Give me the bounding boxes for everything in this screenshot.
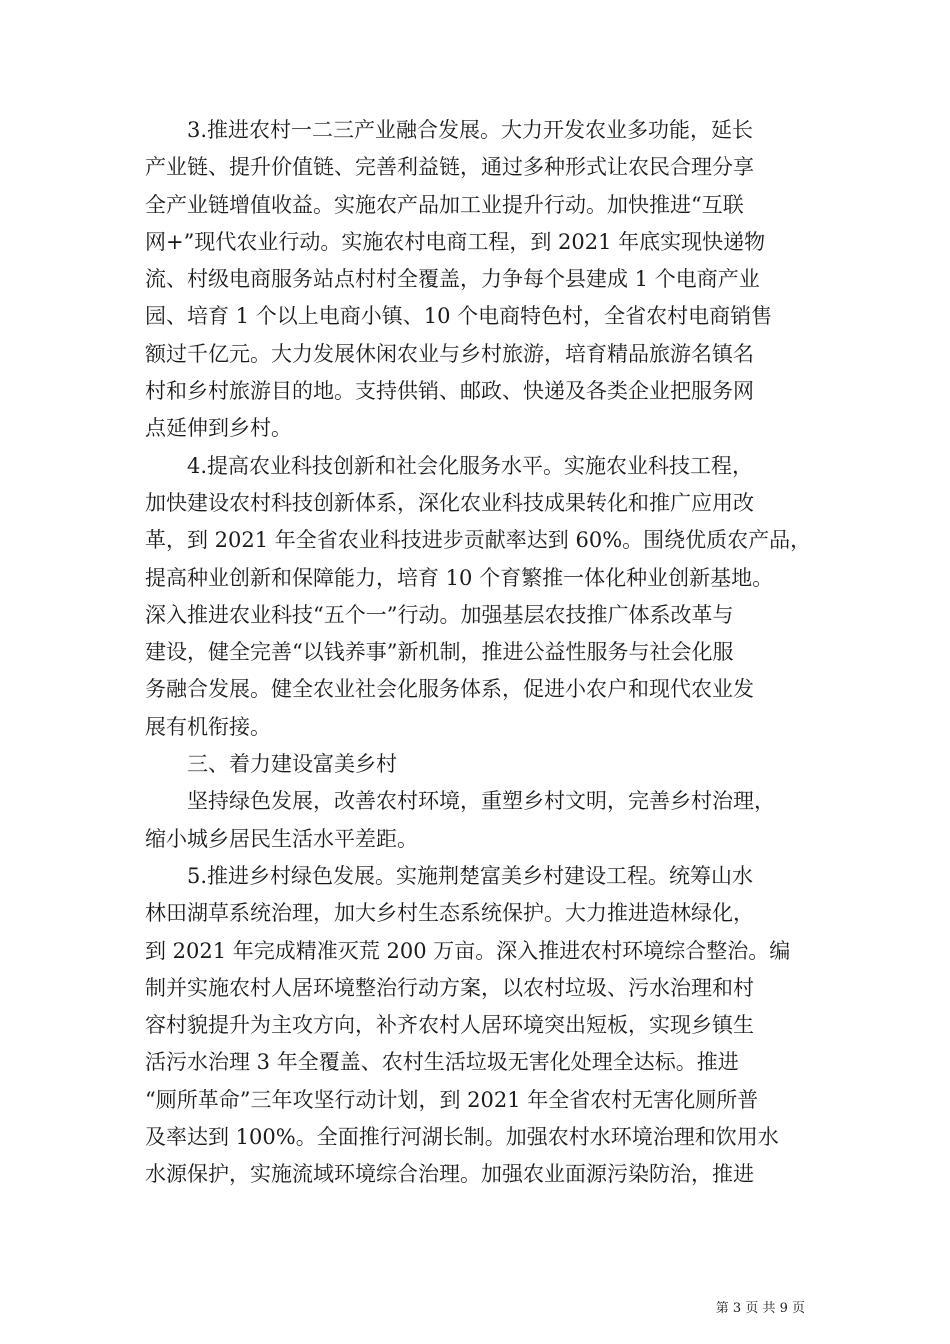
text-line: 提高种业创新和保障能力，培育 10 个育繁推一体化种业创新基地。: [145, 565, 774, 590]
text-line: 4.提高农业科技创新和社会化服务水平。实施农业科技工程，: [145, 453, 754, 478]
text-line: 5.推进乡村绿色发展。实施荆楚富美乡村建设工程。统筹山水: [145, 863, 754, 888]
text-line: 产业链、提升价值链、完善利益链，通过多种形式让农民合理分享: [145, 155, 754, 180]
text-line: 流、村级电商服务站点村村全覆盖，力争每个县建成 1 个电商产业: [145, 267, 760, 292]
text-line: 3.推进农村一二三产业融合发展。大力开发农业多功能，延长: [145, 118, 754, 142]
page-number-footer: 第 3 页 共 9 页: [715, 1301, 805, 1316]
text-line: 全产业链增值收益。实施农产品加工业提升行动。加快推进“互联: [145, 192, 744, 217]
text-line: 园、培育 1 个以上电商小镇、10 个电商特色村，全省农村电商销售: [145, 304, 773, 329]
text-line: 村和乡村旅游目的地。支持供销、邮政、快递及各类企业把服务网: [145, 379, 754, 404]
text-line: 坚持绿色发展，改善农村环境，重塑乡村文明，完善乡村治理，: [145, 789, 775, 814]
text-line: 及率达到 100%。全面推行河湖长制。加强农村水环境治理和饮用水: [145, 1125, 779, 1150]
text-line: 务融合发展。健全农业社会化服务体系，促进小农户和现代农业发: [145, 677, 754, 702]
text-line: 缩小城乡居民生活水平差距。: [145, 826, 418, 851]
text-line: 制并实施农村人居环境整治行动方案，以农村垃圾、污水治理和村: [145, 975, 754, 1000]
text-line: 活污水治理 3 年全覆盖、农村生活垃圾无害化处理全达标。推进: [145, 1050, 739, 1075]
text-line: “厕所革命”三年攻坚行动计划，到 2021 年全省农村无害化厕所普: [145, 1087, 759, 1112]
text-line: 林田湖草系统治理，加大乡村生态系统保护。大力推进造林绿化，: [145, 901, 754, 926]
text-line: 深入推进农业科技“五个一”行动。加强基层农技推广体系改革与: [145, 602, 734, 627]
section-heading: 三、着力建设富美乡村: [145, 752, 397, 777]
body-text: [145, 112, 810, 1194]
text-line: 革，到 2021 年全省农业科技进步贡献率达到 60%。围绕优质农产品，: [145, 528, 812, 553]
text-line: 点延伸到乡村。: [145, 416, 292, 441]
text-line: 水源保护，实施流域环境综合治理。加强农业面源污染防治，推进: [145, 1162, 754, 1187]
text-line: 展有机衔接。: [145, 714, 271, 739]
text-line: 加快建设农村科技创新体系，深化农业科技成果转化和推广应用改: [145, 490, 754, 515]
text-line: 网+”现代农业行动。实施农村电商工程，到 2021 年底实现快递物: [145, 229, 766, 254]
text-line: 额过千亿元。大力发展休闲农业与乡村旅游，培育精品旅游名镇名: [145, 341, 754, 366]
text-line: 容村貌提升为主攻方向，补齐农村人居环境突出短板，实现乡镇生: [145, 1013, 754, 1038]
text-line: 建设，健全完善“以钱养事”新机制，推进公益性服务与社会化服: [145, 640, 734, 665]
text-line: 到 2021 年完成精准灭荒 200 万亩。深入推进农村环境综合整治。编: [145, 938, 791, 963]
